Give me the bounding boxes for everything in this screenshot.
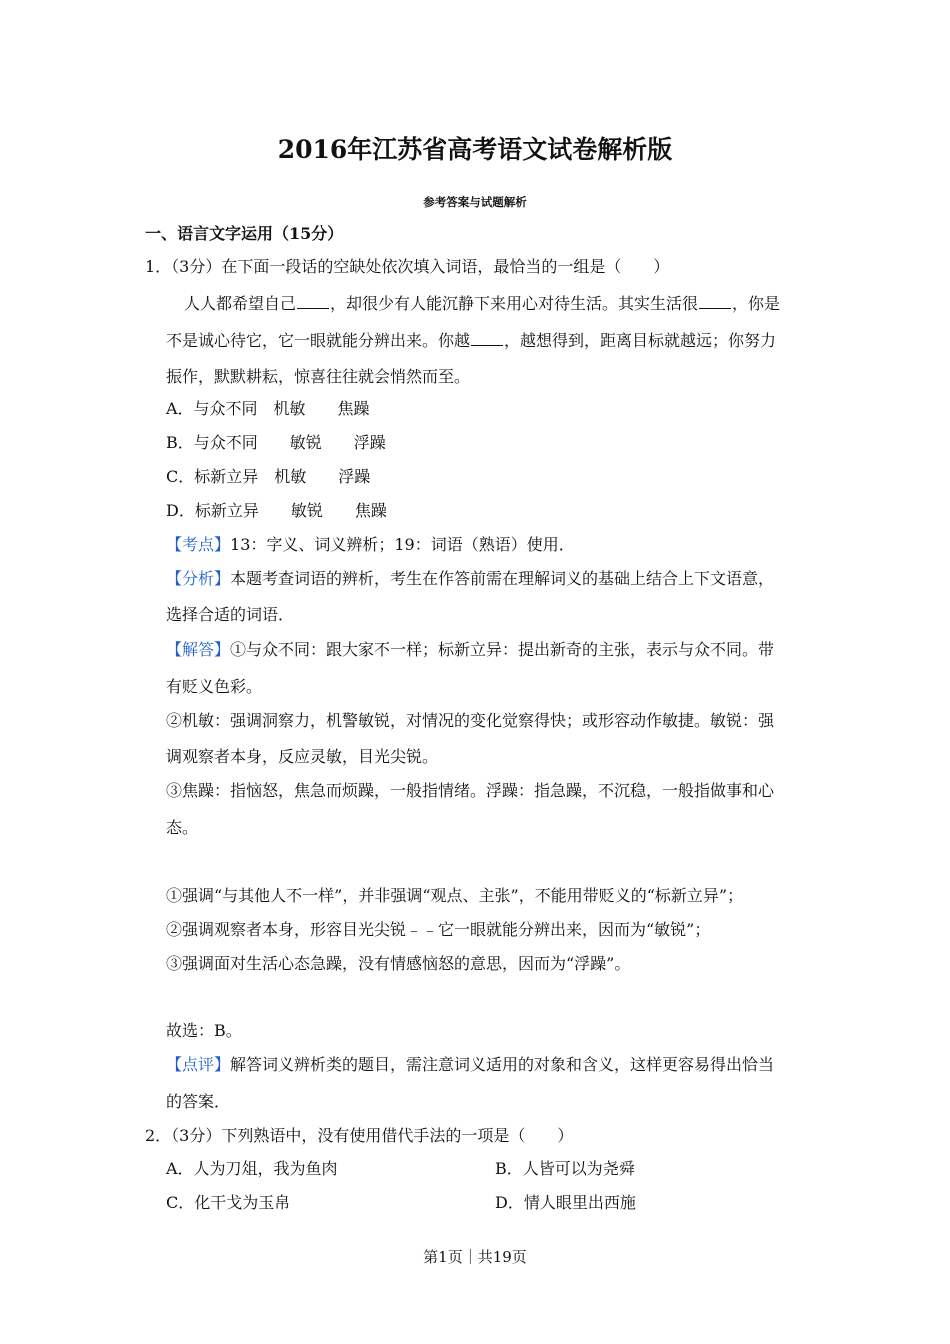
q2-option-b: B．人皆可以为尧舜 [495, 1159, 635, 1178]
dianping-text: 解答词义辨析类的题目，需注意词义适用的对象和含义，这样更容易得出恰当 [230, 1055, 775, 1074]
q2-option-d: D．情人眼里出西施 [495, 1193, 636, 1212]
q1-option-b: B．与众不同 敏锐 浮躁 [166, 433, 386, 452]
jieda-line-4: 调观察者本身，反应灵敏，目光尖锐。 [166, 747, 439, 766]
fenxi-text: 本题考查词语的辨析，考生在作答前需在理解词义的基础上结合上下文语意， [230, 569, 775, 588]
q1-passage-line-3: 振作，默默耕耘，惊喜往往就会悄然而至。 [166, 367, 471, 386]
passage-text: 人人都希望自己 [184, 294, 297, 313]
q1-option-d: D．标新立异 敏锐 焦躁 [166, 501, 387, 520]
fill-blank [471, 329, 503, 346]
q1-passage-line-1 [184, 292, 780, 314]
jieda-line-2: 有贬义色彩。 [166, 677, 263, 696]
jieda-line-1 [166, 640, 774, 660]
kaodian-tag: 【考点】 [166, 535, 231, 554]
kaodian-text: 13：字义、词义辨析；19：词语（熟语）使用． [230, 535, 575, 554]
passage-text: ，却很少有人能沉静下来用心对待生活。其实生活很 [330, 294, 699, 313]
fill-blank [297, 292, 329, 309]
passage-text: 不是诚心待它，它一眼就能分辨出来。你越 [166, 331, 471, 350]
fill-blank [699, 292, 731, 309]
fenxi-line-2: 选择合适的词语． [166, 605, 295, 624]
jieda-tag: 【解答】 [166, 640, 231, 659]
q2-stem: 2．（3分）下列熟语中，没有使用借代手法的一项是（ ） [145, 1126, 574, 1145]
kaodian-line [166, 535, 575, 555]
fenxi-line-1 [166, 569, 774, 589]
q1-option-c: C．标新立异 机敏 浮躁 [166, 467, 371, 486]
answer-line: 故选：B。 [166, 1021, 242, 1040]
q2-option-c: C．化干戈为玉帛 [166, 1193, 291, 1212]
jieda-line-3: ②机敏：强调洞察力，机警敏锐，对情况的变化觉察得快；或形容动作敏捷。敏锐：强 [166, 711, 775, 730]
fenxi-tag: 【分析】 [166, 569, 231, 588]
dianping-line-1 [166, 1055, 774, 1075]
q1-option-a: A．与众不同 机敏 焦躁 [166, 399, 370, 418]
dianping-line-2: 的答案． [166, 1092, 231, 1111]
passage-text: ，你是 [732, 294, 781, 313]
q2-option-a: A．人为刀俎，我为鱼肉 [166, 1159, 338, 1178]
q1-passage-line-2 [166, 329, 776, 351]
dianping-tag: 【点评】 [166, 1055, 231, 1074]
page-title: 2016年江苏省高考语文试卷解析版 [277, 135, 673, 164]
analysis-point-1: ①强调“与其他人不一样”，并非强调“观点、主张”，不能用带贬义的“标新立异”； [166, 886, 744, 905]
jieda-line-6: 态。 [166, 818, 199, 837]
analysis-point-3: ③强调面对生活心态急躁，没有情感恼怒的意思，因而为“浮躁”。 [166, 954, 631, 973]
analysis-point-2: ②强调观察者本身，形容目光尖锐﹣﹣它一眼就能分辨出来，因而为“敏锐”； [166, 920, 711, 939]
page-footer: 第1页｜共19页 [423, 1248, 527, 1266]
jieda-line-5: ③焦躁：指恼怒，焦急而烦躁，一般指情绪。浮躁：指急躁，不沉稳，一般指做事和心 [166, 781, 775, 800]
page-subtitle: 参考答案与试题解析 [423, 195, 527, 209]
passage-text: ，越想得到，距离目标就越远；你努力 [504, 331, 777, 350]
jieda-text: ①与众不同：跟大家不一样；标新立异：提出新奇的主张，表示与众不同。带 [230, 640, 775, 659]
section-heading: 一、语言文字运用（15分） [145, 224, 344, 243]
q1-stem: 1．（3分）在下面一段话的空缺处依次填入词语，最恰当的一组是（ ） [145, 257, 670, 276]
